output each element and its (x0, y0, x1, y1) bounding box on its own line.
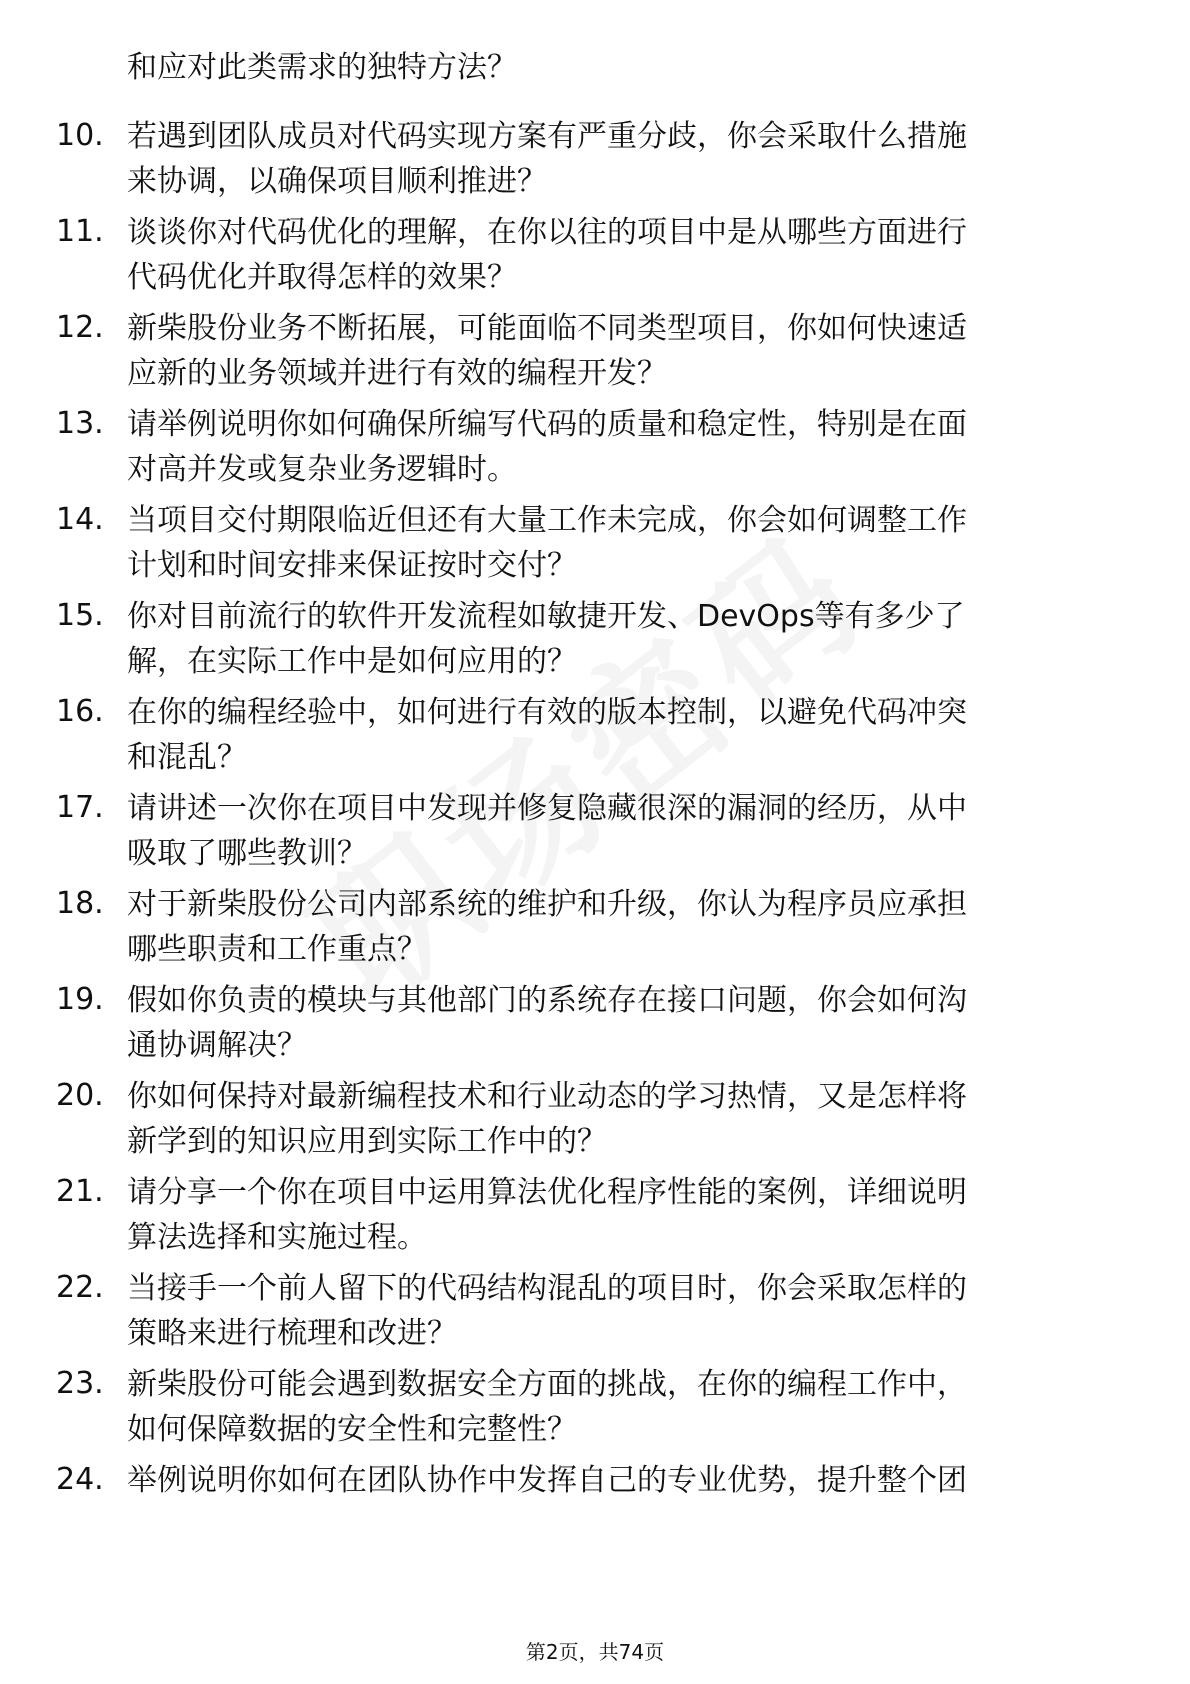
question-text (127, 882, 1117, 972)
question-item (0, 1362, 1190, 1458)
question-line: 新柴股份业务不断拓展，可能面临不同类型项目，你如何快速适 (127, 311, 967, 346)
question-line: 在你的编程经验中，如何进行有效的版本控制，以避免代码冲突 (127, 695, 967, 730)
question-line: 请分享一个你在项目中运用算法优化程序性能的案例，详细说明 (127, 1175, 967, 1210)
question-item (0, 786, 1190, 882)
question-line: 假如你负责的模块与其他部门的系统存在接口问题，你会如何沟 (127, 983, 967, 1018)
question-item (0, 306, 1190, 402)
page-number-label: 第2页，共74页 (525, 1640, 665, 1664)
question-list (0, 114, 1190, 1554)
question-line: 代码优化并取得怎样的效果？ (127, 260, 517, 295)
question-text (127, 1362, 1117, 1452)
question-item (0, 1170, 1190, 1266)
question-text (127, 1266, 1117, 1356)
question-number: 10. (56, 118, 104, 153)
question-item (0, 882, 1190, 978)
question-number: 23. (56, 1366, 104, 1401)
question-number: 16. (56, 694, 104, 729)
question-item (0, 402, 1190, 498)
question-line: 若遇到团队成员对代码实现方案有严重分歧，你会采取什么措施 (127, 119, 967, 154)
question-number: 20. (56, 1078, 104, 1113)
question-line: 举例说明你如何在团队协作中发挥自己的专业优势，提升整个团 (127, 1463, 967, 1498)
question-text (127, 594, 1117, 684)
question-line: 吸取了哪些教训？ (127, 836, 367, 871)
question-text (127, 210, 1117, 300)
question-line: 解，在实际工作中是如何应用的？ (127, 644, 577, 679)
question-item (0, 594, 1190, 690)
question-item (0, 498, 1190, 594)
question-item (0, 690, 1190, 786)
question-line: 当项目交付期限临近但还有大量工作未完成，你会如何调整工作 (127, 503, 967, 538)
question-text (127, 786, 1117, 876)
question-line: 策略来进行梳理和改进？ (127, 1316, 457, 1351)
question-number: 18. (56, 886, 104, 921)
question-line: 对于新柴股份公司内部系统的维护和升级，你认为程序员应承担 (127, 887, 967, 922)
question-line: 当接手一个前人留下的代码结构混乱的项目时，你会采取怎样的 (127, 1271, 967, 1306)
question-line: 你对目前流行的软件开发流程如敏捷开发、DevOps等有多少了 (127, 599, 965, 634)
question-line: 新学到的知识应用到实际工作中的？ (127, 1124, 607, 1159)
question-item (0, 1266, 1190, 1362)
question-line: 计划和时间安排来保证按时交付？ (127, 548, 577, 583)
question-item (0, 114, 1190, 210)
question-number: 15. (56, 598, 104, 633)
question-number: 17. (56, 790, 104, 825)
question-line: 新柴股份可能会遇到数据安全方面的挑战，在你的编程工作中， (127, 1367, 967, 1402)
question-text (127, 402, 1117, 492)
continued-question-text: 和应对此类需求的独特方法？ (127, 50, 517, 85)
question-line: 算法选择和实施过程。 (127, 1220, 427, 1255)
question-number: 13. (56, 406, 104, 441)
question-line: 请讲述一次你在项目中发现并修复隐藏很深的漏洞的经历，从中 (127, 791, 967, 826)
question-text (127, 1074, 1117, 1164)
question-number: 24. (56, 1462, 104, 1497)
question-line: 对高并发或复杂业务逻辑时。 (127, 452, 517, 487)
question-text (127, 114, 1117, 204)
question-line: 谈谈你对代码优化的理解，在你以往的项目中是从哪些方面进行 (127, 215, 967, 250)
question-item (0, 210, 1190, 306)
question-line: 请举例说明你如何确保所编写代码的质量和稳定性，特别是在面 (127, 407, 967, 442)
question-number: 11. (56, 214, 104, 249)
question-line: 你如何保持对最新编程技术和行业动态的学习热情，又是怎样将 (127, 1079, 967, 1114)
question-text (127, 690, 1117, 780)
question-text (127, 978, 1117, 1068)
question-line: 通协调解决？ (127, 1028, 307, 1063)
question-item (0, 978, 1190, 1074)
question-number: 21. (56, 1174, 104, 1209)
question-line: 如何保障数据的安全性和完整性？ (127, 1412, 577, 1447)
question-number: 14. (56, 502, 104, 537)
question-line: 应新的业务领域并进行有效的编程开发？ (127, 356, 667, 391)
question-line: 和混乱？ (127, 740, 247, 775)
question-item (0, 1458, 1190, 1554)
question-text (127, 306, 1117, 396)
question-text (127, 1170, 1117, 1260)
question-item (0, 1074, 1190, 1170)
question-number: 22. (56, 1270, 104, 1305)
question-line: 来协调，以确保项目顺利推进？ (127, 164, 547, 199)
page-footer (0, 1640, 1190, 1664)
question-text (127, 498, 1117, 588)
question-line: 哪些职责和工作重点？ (127, 932, 427, 967)
question-number: 19. (56, 982, 104, 1017)
question-number: 12. (56, 310, 104, 345)
question-text (127, 1458, 1117, 1503)
